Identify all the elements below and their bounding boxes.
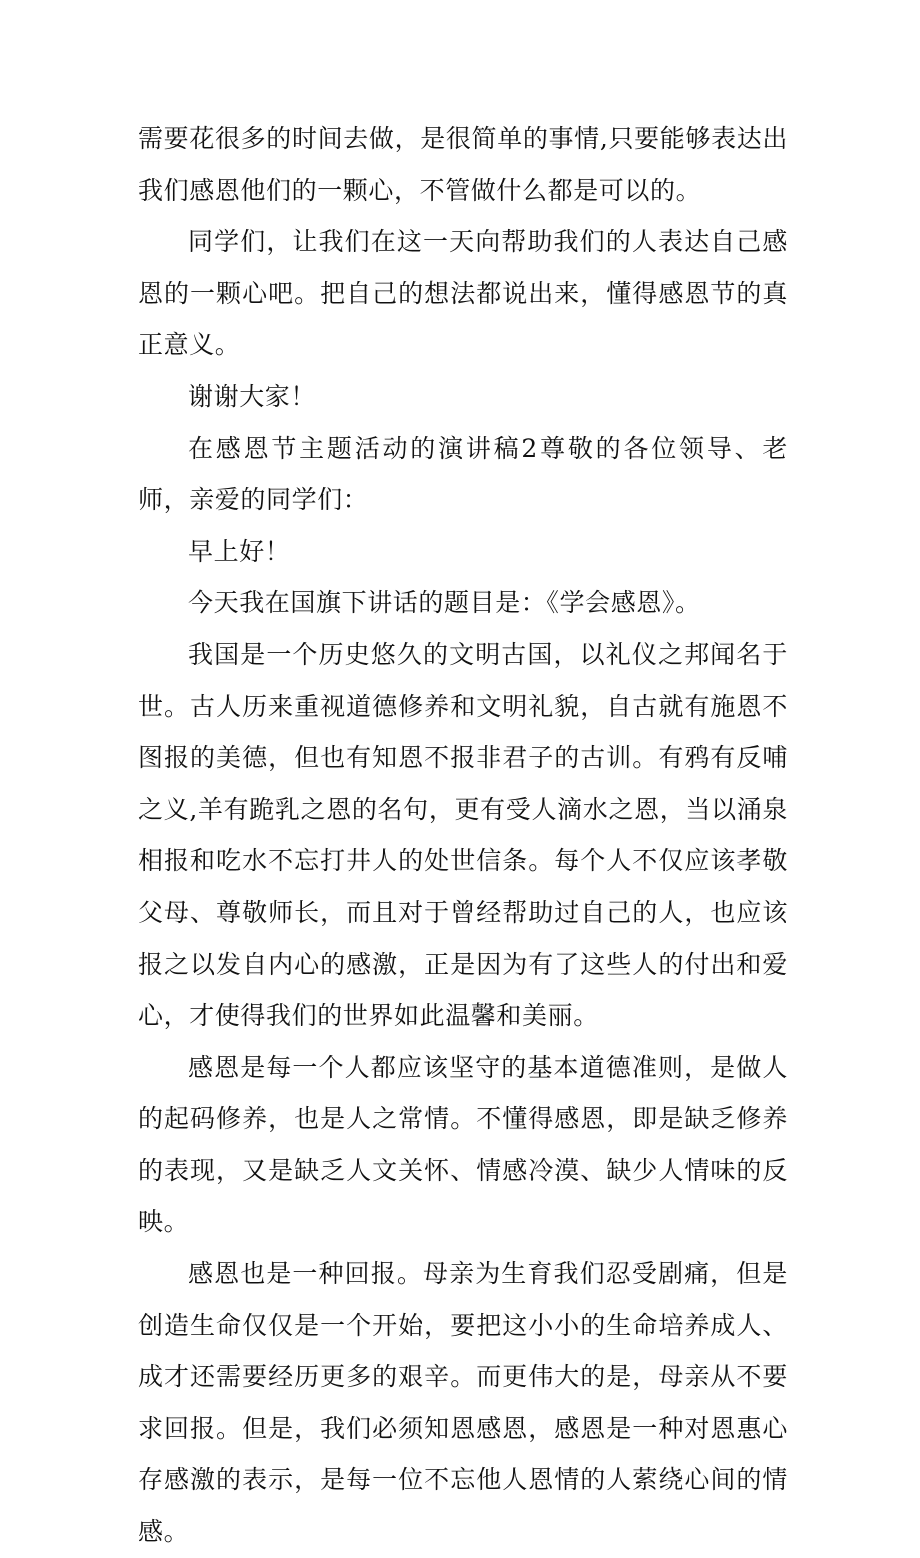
paragraph-speech-title: 在感恩节主题活动的演讲稿2尊敬的各位领导、老师，亲爱的同学们： xyxy=(138,433,788,515)
paragraph-express-gratitude: 同学们，让我们在这一天向帮助我们的人表达自己感恩的一颗心吧。把自己的想法都说出来，懂得感恩节的真正意义。 xyxy=(138,227,788,360)
paragraph-ancient-civilization: 我国是一个历史悠久的文明古国，以礼仪之邦闻名于世。古人历来重视道德修养和文明礼貌，自古就有施恩不图报的美德，但也有知恩不报非君子的古训。有鸦有反哺之义,羊有跪乳之恩的名句，更有受人滴水之恩，当以涌泉相报和吃水不忘打井人的处世信条。每个人不仅应该孝敬父母、尊敬师长，而且对于曾经帮助过自己的人，也应该报之以发自内心的感激，正是因为有了这些人的付出和爱心，才使得我们的世界如此温馨和美丽。 xyxy=(138,639,788,1031)
paragraph-greeting: 早上好！ xyxy=(188,536,291,566)
document-body xyxy=(138,113,788,1558)
paragraph-moral-principle: 感恩是每一个人都应该坚守的基本道德准则，是做人的起码修养，也是人之常情。不懂得感恩，即是缺乏修养的表现，又是缺乏人文关怀、情感冷漠、缺少人情味的反映。 xyxy=(138,1052,788,1237)
paragraph-thanks: 谢谢大家！ xyxy=(188,381,317,411)
paragraph-repayment: 感恩也是一种回报。母亲为生育我们忍受剧痛，但是创造生命仅仅是一个开始，要把这小小的生命培养成人、成才还需要经历更多的艰辛。而更伟大的是，母亲从不要求回报。但是，我们必须知恩感恩，感恩是一种对恩惠心存感激的表示，是每一位不忘他人恩情的人萦绕心间的情感。 xyxy=(138,1259,788,1547)
paragraph-topic: 今天我在国旗下讲话的题目是：《学会感恩》。 xyxy=(188,588,701,618)
paragraph-continuation: 需要花很多的时间去做，是很简单的事情,只要能够表达出我们感恩他们的一颗心，不管做什么都是可以的。 xyxy=(138,124,788,205)
